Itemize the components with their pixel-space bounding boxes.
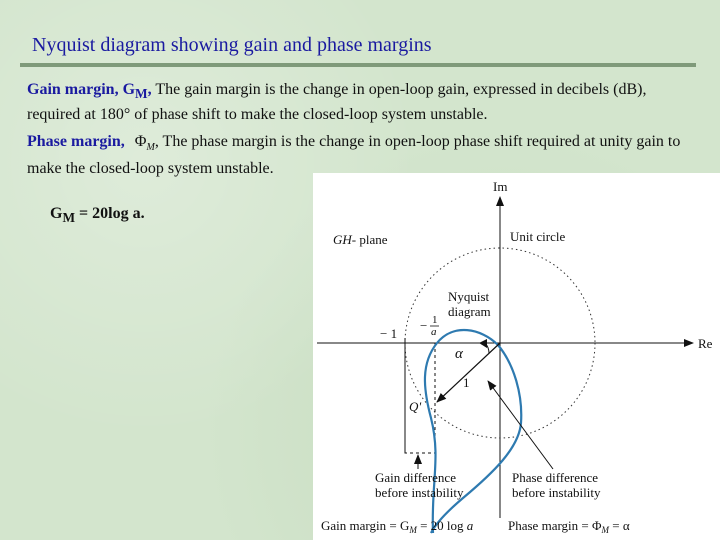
gain-margin-formula	[50, 205, 145, 226]
unity-gain-vector	[437, 343, 500, 402]
unit-circle-label: Unit circle	[510, 229, 566, 244]
alpha-label: α	[455, 346, 463, 362]
slide-title: Nyquist diagram showing gain and phase margins	[32, 34, 432, 56]
frac-denominator: a	[431, 326, 437, 338]
formula-rest: = 20log a.	[75, 205, 145, 222]
alpha-arrowhead	[479, 339, 487, 348]
radius-one-label: 1	[463, 375, 470, 390]
gm-caption-text: Gain margin = G	[321, 518, 410, 533]
phase-margin-paragraph	[27, 131, 687, 179]
gain-difference-box	[405, 343, 435, 453]
gm-caption-sub: M	[409, 525, 417, 535]
gain-margin-term	[27, 81, 152, 102]
gain-margin-caption	[321, 518, 474, 535]
gh-rest: - plane	[351, 232, 388, 247]
minus-one-label: − 1	[380, 326, 398, 341]
im-axis-label: Im	[493, 179, 508, 194]
pm-caption-rest: = α	[609, 518, 630, 533]
phase-diff-label-line1: Phase difference	[512, 470, 599, 485]
gain-margin-term-sub: M	[135, 86, 148, 102]
gain-margin-definition: The gain margin is the change in open-loop gain, expressed in decibels (dB), required at 180° of phase shift to make the closed-loop system unstable.	[27, 81, 647, 124]
frac-numerator: 1	[432, 314, 438, 326]
phase-margin-symbol	[134, 133, 155, 154]
gh-italic: GH	[333, 232, 352, 247]
pm-caption-sub: M	[601, 525, 610, 535]
formula-g: G	[50, 205, 63, 222]
gain-margin-term-comma: ,	[147, 81, 152, 98]
nyquist-figure	[313, 173, 720, 540]
frac-minus: −	[420, 318, 428, 333]
gain-diff-label-line2: before instability	[375, 485, 464, 500]
formula-sub: M	[62, 210, 76, 226]
nyquist-curve	[425, 330, 521, 533]
nyquist-label-line2: diagram	[448, 304, 491, 319]
gm-caption-rest: = 20 log	[416, 518, 467, 533]
phi-glyph: Φ	[134, 133, 147, 150]
re-axis-label: Re	[698, 336, 713, 351]
phase-margin-definition: , The phase margin is the change in open-loop phase shift required at unity gain to make the closed-loop system unstable.	[27, 133, 681, 178]
gain-diff-label-line1: Gain difference	[375, 470, 456, 485]
pm-caption-text: Phase margin = Φ	[508, 518, 602, 533]
phi-sub: M	[146, 142, 155, 154]
phase-diff-label-line2: before instability	[512, 485, 601, 500]
phase-margin-caption	[508, 518, 630, 535]
title-divider	[20, 63, 696, 67]
gm-caption-a: a	[466, 518, 474, 533]
phase-margin-term: Phase margin,	[27, 133, 125, 150]
nyquist-label-line1: Nyquist	[448, 289, 490, 304]
gain-margin-paragraph	[27, 79, 687, 125]
gain-margin-term-text: Gain margin, G	[27, 81, 136, 98]
q-prime-label: Q'	[409, 399, 422, 414]
nyquist-diagram	[313, 173, 720, 540]
gh-plane-label	[333, 232, 388, 247]
